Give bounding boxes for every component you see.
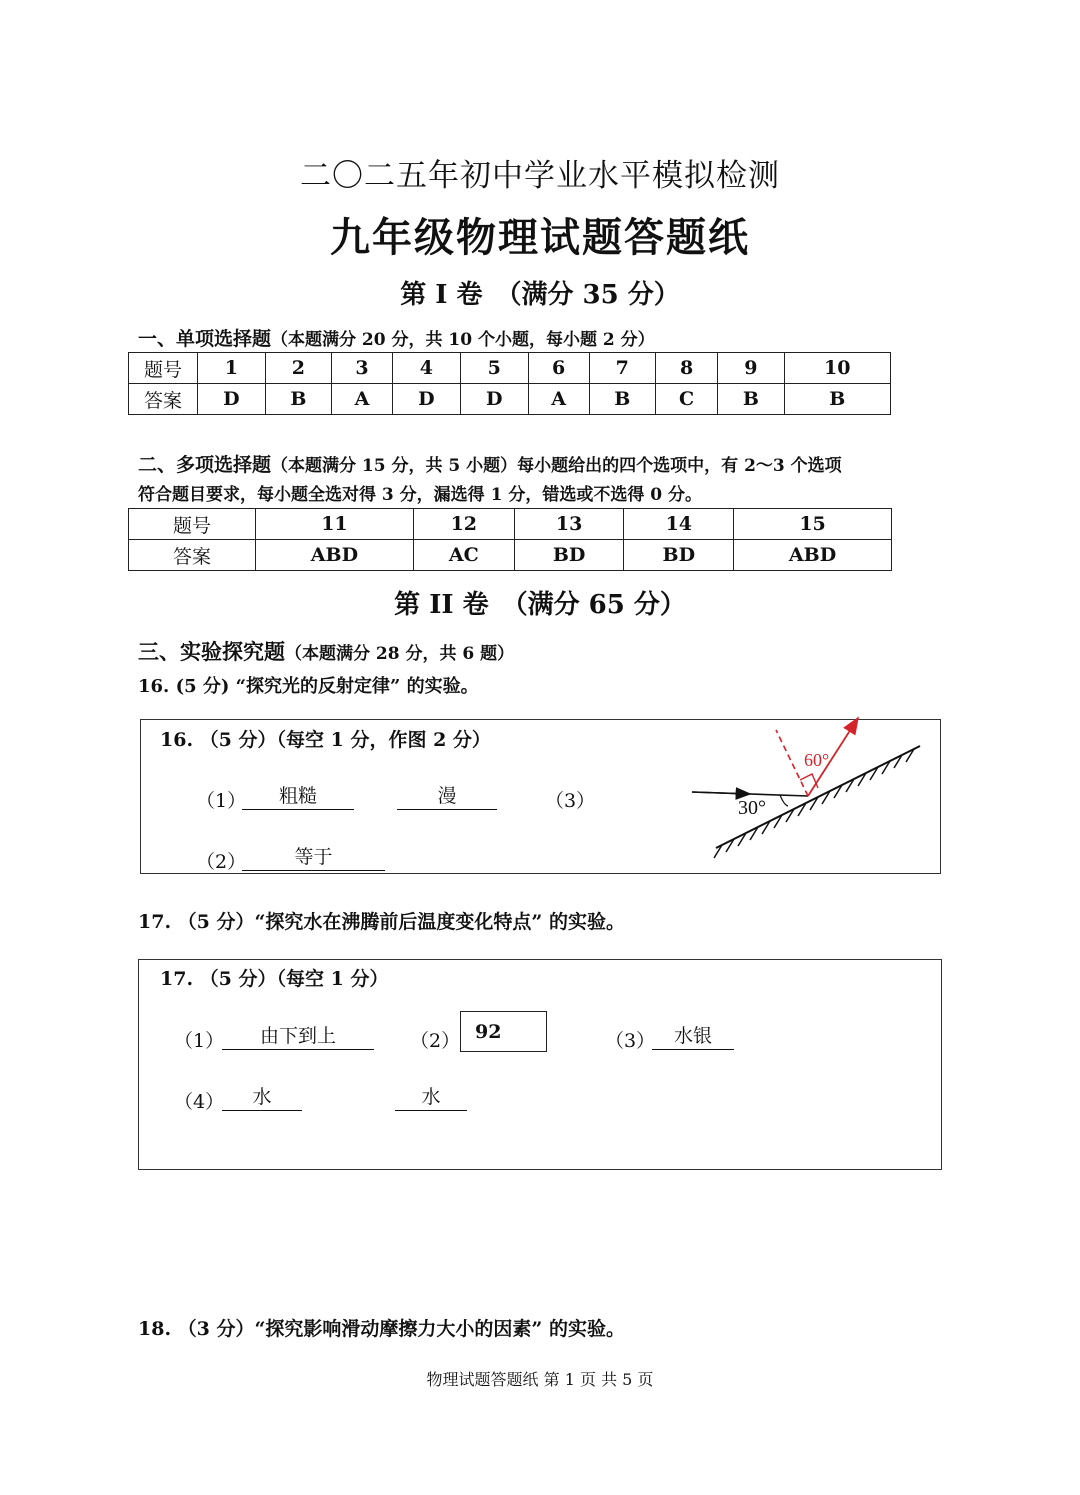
answer-cell: BD <box>514 540 624 571</box>
q17-part3-label: （3） <box>605 1030 656 1052</box>
answer-cell: C <box>655 384 718 415</box>
light-reflection-diagram <box>680 708 940 868</box>
table-row <box>129 384 891 415</box>
question-number: 10 <box>784 353 891 384</box>
q17-part1-label: （1） <box>174 1030 225 1052</box>
answer-cell: B <box>589 384 655 415</box>
section-3-heading: 三、实验探究题（本题满分 28 分，共 6 题） <box>138 639 515 664</box>
q17-part4-answer-b: 水 <box>395 1084 467 1111</box>
answer-cell: D <box>460 384 528 415</box>
exam-title: 二〇二五年初中学业水平模拟检测 <box>300 158 780 194</box>
table-row <box>129 353 891 384</box>
answer-cell: BD <box>624 540 734 571</box>
answer-sheet-title: 九年级物理试题答题纸 <box>330 214 750 261</box>
q17-part2-answer-box: 92 <box>460 1011 547 1052</box>
volume-2-title: 第 II 卷 （满分 65 分） <box>394 590 686 620</box>
volume-1-title: 第 I 卷 （满分 35 分） <box>400 280 680 310</box>
q16-part3-label: （3） <box>545 790 596 812</box>
q16-box-title: 16. （5 分）（每空 1 分，作图 2 分） <box>160 729 491 751</box>
answer-cell: ABD <box>734 540 892 571</box>
q17-part3-answer: 水银 <box>652 1023 734 1050</box>
q17-part2-label: （2） <box>410 1030 461 1052</box>
question-number: 11 <box>256 509 414 540</box>
question-number: 5 <box>460 353 528 384</box>
q17-part4-answer-a: 水 <box>222 1084 302 1111</box>
question-number: 15 <box>734 509 892 540</box>
question-number: 1 <box>198 353 266 384</box>
question-number: 8 <box>655 353 718 384</box>
answer-cell: A <box>528 384 589 415</box>
q17-part1-answer: 由下到上 <box>222 1023 374 1050</box>
row-label-answer: 答案 <box>129 540 256 571</box>
incident-ray-arrow <box>692 792 750 794</box>
q16-intro: 16. (5 分) “探究光的反射定律” 的实验。 <box>138 676 479 697</box>
question-number: 2 <box>265 353 331 384</box>
incident-angle-label: 30° <box>738 797 766 819</box>
table-row <box>129 540 892 571</box>
answer-cell: D <box>198 384 266 415</box>
question-number: 6 <box>528 353 589 384</box>
q16-part2-label: （2） <box>196 851 247 873</box>
answer-cell: ABD <box>256 540 414 571</box>
row-label-question: 题号 <box>129 353 198 384</box>
page-footer: 物理试题答题纸 第 1 页 共 5 页 <box>426 1370 654 1389</box>
section-1-heading: 一、单项选择题（本题满分 20 分，共 10 个小题，每小题 2 分） <box>138 328 655 350</box>
q16-part1-label: （1） <box>196 790 247 812</box>
question-number: 9 <box>718 353 784 384</box>
question-number: 12 <box>413 509 514 540</box>
answer-cell: B <box>784 384 891 415</box>
question-number: 3 <box>331 353 392 384</box>
incident-angle-arc <box>780 795 788 806</box>
section-1-answer-table <box>128 352 891 415</box>
reflection-angle-label: 60° <box>804 750 830 770</box>
row-label-answer: 答案 <box>129 384 198 415</box>
table-row <box>129 509 892 540</box>
q16-part1-answer-a: 粗糙 <box>242 783 354 810</box>
section-2-answer-table <box>128 508 892 571</box>
question-number: 14 <box>624 509 734 540</box>
question-number: 13 <box>514 509 624 540</box>
question-number: 7 <box>589 353 655 384</box>
section-2-note: 符合题目要求，每小题全选对得 3 分，漏选得 1 分，错选或不选得 0 分。 <box>138 485 702 505</box>
answer-cell: D <box>393 384 461 415</box>
answer-cell: A <box>331 384 392 415</box>
question-number: 4 <box>393 353 461 384</box>
q16-part1-answer-b: 漫 <box>397 783 497 810</box>
section-2-heading: 二、多项选择题（本题满分 15 分，共 5 小题）每小题给出的四个选项中，有 2～3 个选项 <box>138 454 842 476</box>
q17-part4-label: （4） <box>174 1091 225 1113</box>
answer-cell: AC <box>413 540 514 571</box>
q17-box-title: 17. （5 分）（每空 1 分） <box>160 968 389 990</box>
row-label-question: 题号 <box>129 509 256 540</box>
q18-intro: 18. （3 分）“探究影响滑动摩擦力大小的因素” 的实验。 <box>138 1318 625 1340</box>
q17-intro: 17. （5 分）“探究水在沸腾前后温度变化特点” 的实验。 <box>138 911 625 933</box>
q16-part2-answer: 等于 <box>242 844 385 871</box>
answer-cell: B <box>718 384 784 415</box>
answer-cell: B <box>265 384 331 415</box>
